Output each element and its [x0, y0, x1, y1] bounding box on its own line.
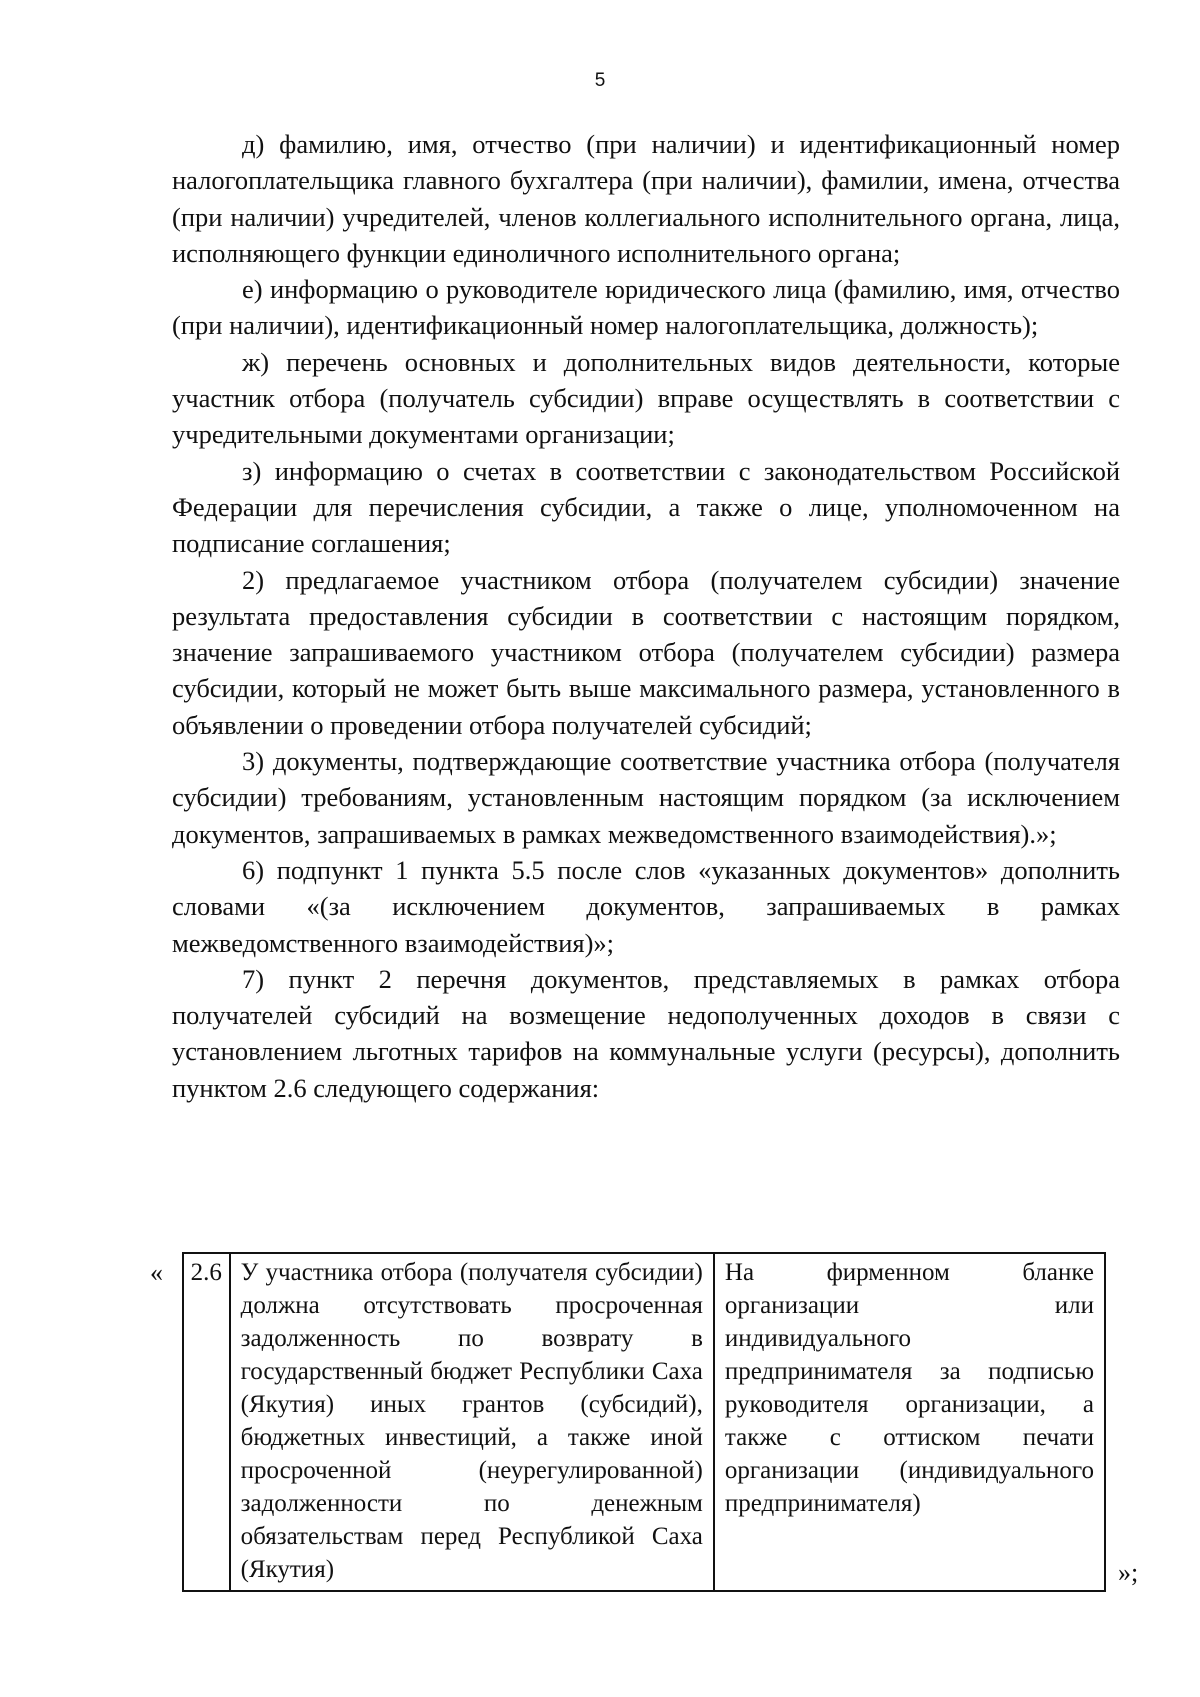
paragraph-e: е) информацию о руководителе юридического лица (фамилию, имя, отчество (при наличии), идентификационный номер налогоплательщика, должность);: [172, 274, 1120, 341]
table-row: [183, 1253, 1105, 1591]
paragraph-7: 7) пункт 2 перечня документов, представляемых в рамках отбора получателей субсидий на возмещение недополученных доходов в связи с установлением льготных тарифов на коммунальные услуги (ресурсы), дополнить пунктом 2.6 следующего содержания:: [172, 963, 1120, 1103]
requirement-cell: У участника отбора (получателя субсидии) должна отсутствовать просроченная задолженность по возврату в государственный бюджет Республики Саха (Якутия) иных грантов (субсидий), бюджетных инвестиций, а также иной просроченной (неурегулированной) задолженности по денежным обязательствам перед Республикой Саха (Якутия): [230, 1253, 714, 1591]
quote-open: «: [150, 1258, 163, 1287]
paragraph-zh: ж) перечень основных и дополнительных видов деятельности, которые участник отбора (получатель субсидии) вправе осуществлять в соответствии с учредительными документами организации;: [172, 346, 1120, 450]
inserted-table-block: [150, 1252, 1150, 1592]
row-number-cell: 2.6: [183, 1253, 230, 1591]
paragraph-3: 3) документы, подтверждающие соответствие участника отбора (получателя субсидии) требованиям, установленным настоящим порядком (за исключением документов, запрашиваемых в рамках межведомственного взаимодействия).»;: [172, 746, 1120, 849]
paragraph-6: 6) подпункт 1 пункта 5.5 после слов «указанных документов» дополнить словами «(за исключением документов, запрашиваемых в рамках межведомственного взаимодействия)»;: [172, 854, 1120, 958]
paragraph-2: 2) предлагаемое участником отбора (получателем субсидии) значение результата предоставления субсидии в соответствии с настоящим порядком, значение запрашиваемого участником отбора (получателем субсидии) размера субсидии, который не может быть выше максимального размера, установленного в объявлении о проведении отбора получателей субсидий;: [172, 564, 1120, 740]
paragraph-z: з) информацию о счетах в соответствии с законодательством Российской Федерации для перечисления субсидии, а также о лице, уполномоченном на подписание соглашения;: [172, 455, 1120, 559]
form-cell: На фирменном бланке организации или индивидуального предпринимателя за подписью руководителя организации, а также с оттиском печати организации (индивидуального предпринимателя): [714, 1253, 1105, 1591]
page-number: 5: [594, 70, 606, 91]
document-body: [172, 126, 1120, 1106]
documents-table: [182, 1252, 1106, 1592]
quote-close: »;: [1118, 1558, 1139, 1587]
paragraph-d: д) фамилию, имя, отчество (при наличии) и идентификационный номер налогоплательщика главного бухгалтера (при наличии), фамилии, имена, отчества (при наличии) учредителей, членов коллегиального исполнительного органа, лица, исполняющего функции единоличного исполнительного органа;: [172, 129, 1120, 268]
